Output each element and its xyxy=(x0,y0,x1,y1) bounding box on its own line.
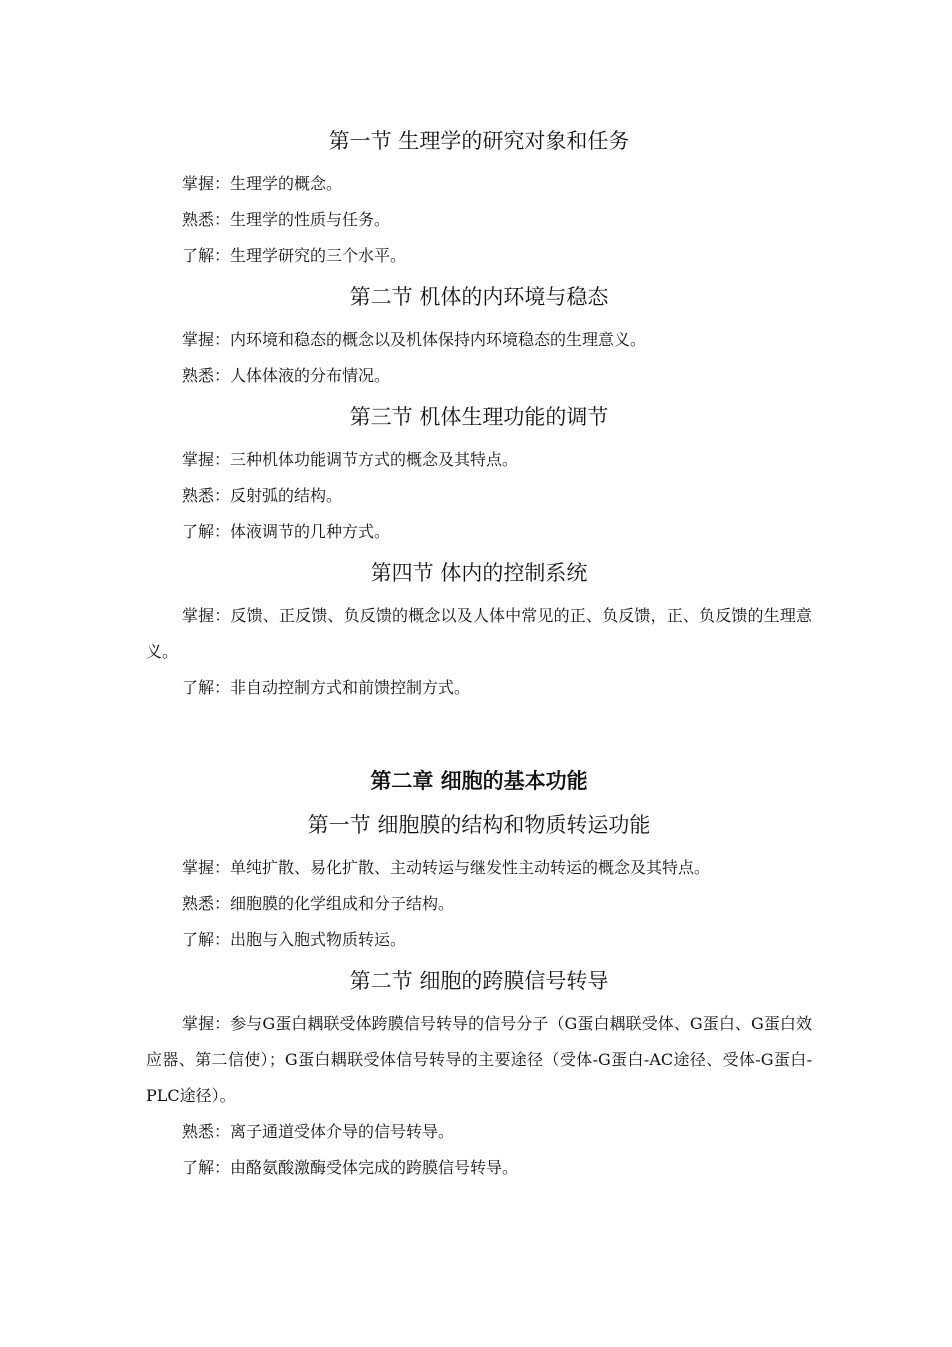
section-title: 第一节 细胞膜的结构和物质转运功能 xyxy=(307,813,651,837)
section-title: 第二节 细胞的跨膜信号转导 xyxy=(349,969,609,993)
objective-familiar: 熟悉：生理学的性质与任务。 xyxy=(182,210,391,229)
chapter-title: 第二章 细胞的基本功能 xyxy=(370,769,588,793)
section-title: 第一节 生理学的研究对象和任务 xyxy=(328,129,630,153)
objective-master: 掌握：单纯扩散、易化扩散、主动转运与继发性主动转运的概念及其特点。 xyxy=(182,858,711,877)
objective-master: 掌握：生理学的概念。 xyxy=(182,174,343,193)
objective-master: 掌握：内环境和稳态的概念以及机体保持内环境稳态的生理意义。 xyxy=(182,330,647,349)
objective-understand: 了解：体液调节的几种方式。 xyxy=(182,522,391,541)
objective-familiar: 熟悉：离子通道受体介导的信号转导。 xyxy=(182,1122,455,1141)
objective-master: 掌握：反馈、正反馈、负反馈的概念以及人体中常见的正、负反馈，正、负反馈的生理意义。 xyxy=(146,606,812,661)
objective-master: 掌握：参与G蛋白耦联受体跨膜信号转导的信号分子（G蛋白耦联受体、G蛋白、G蛋白效应器、第二信使）；G蛋白耦联受体信号转导的主要途径（受体-G蛋白-AC途径、受体-G蛋白-PLC途径）。 xyxy=(146,1014,812,1105)
objective-understand: 了解：非自动控制方式和前馈控制方式。 xyxy=(182,678,471,697)
objective-familiar: 熟悉：细胞膜的化学组成和分子结构。 xyxy=(182,894,455,913)
objective-understand: 了解：由酪氨酸激酶受体完成的跨膜信号转导。 xyxy=(182,1158,519,1177)
section-title: 第二节 机体的内环境与稳态 xyxy=(349,285,609,309)
objective-master: 掌握：三种机体功能调节方式的概念及其特点。 xyxy=(182,450,519,469)
document-body xyxy=(146,118,812,1186)
section-title: 第三节 机体生理功能的调节 xyxy=(349,405,609,429)
objective-understand: 了解：出胞与入胞式物质转运。 xyxy=(182,930,407,949)
section-title: 第四节 体内的控制系统 xyxy=(370,561,588,585)
objective-understand: 了解：生理学研究的三个水平。 xyxy=(182,246,407,265)
objective-familiar: 熟悉：人体体液的分布情况。 xyxy=(182,366,391,385)
objective-familiar: 熟悉：反射弧的结构。 xyxy=(182,486,343,505)
